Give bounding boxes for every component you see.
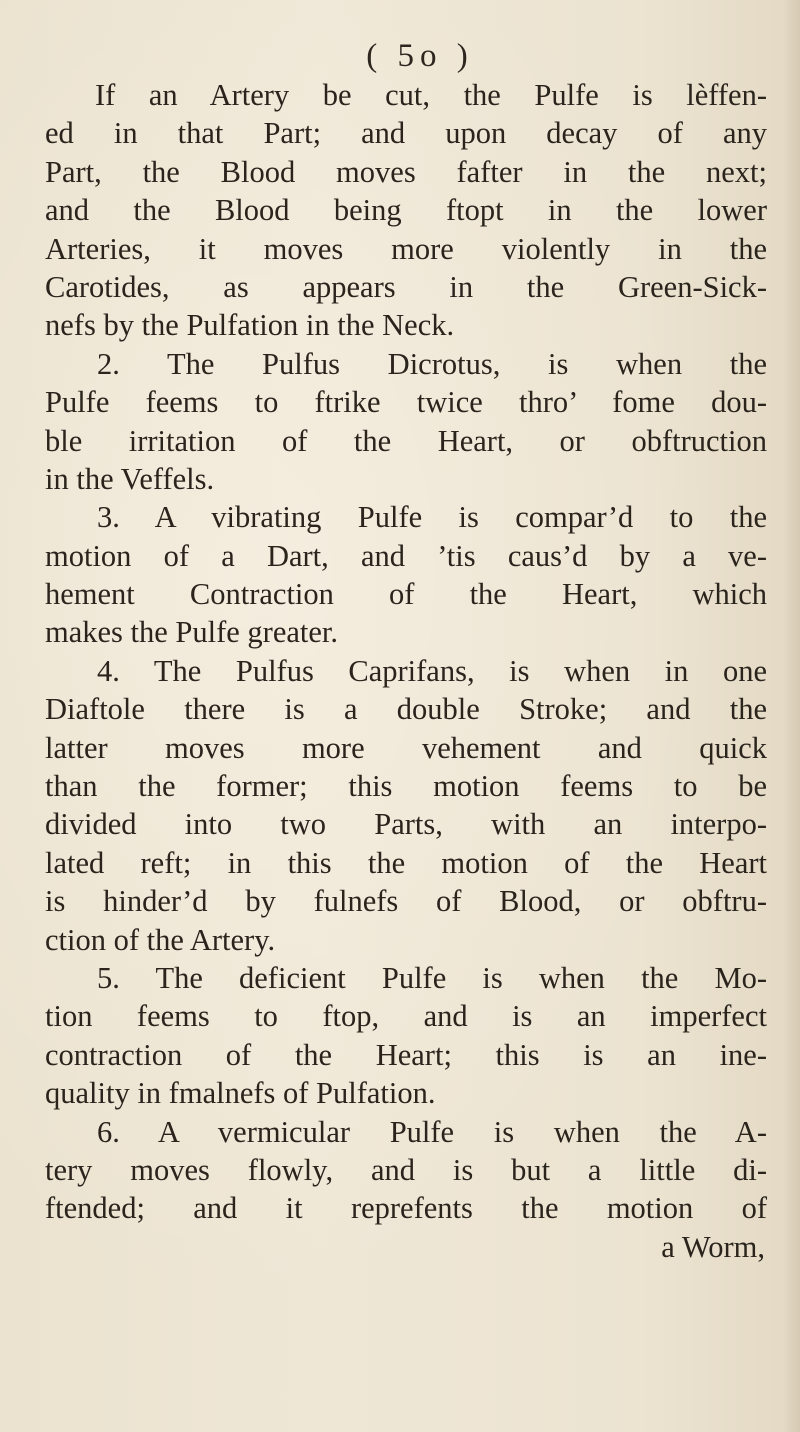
text-line: 4. The Pulfus Caprifans, is when in one xyxy=(97,653,767,688)
text-line: Carotides, as appears in the Green-Sick- xyxy=(45,269,767,304)
text-line: is hinder’d by fulnefs of Blood, or obftru- xyxy=(45,884,767,919)
text-line: lated reft; in this the motion of the Heart xyxy=(45,845,767,880)
text-line: nefs by the Pulfation in the Neck. xyxy=(45,308,455,343)
text-line: ble irritation of the Heart, or obftruction xyxy=(45,423,767,458)
text-line: than the former; this motion feems to be xyxy=(45,769,767,804)
text-line: contraction of the Heart; this is an ine- xyxy=(45,1037,767,1072)
text-line: 2. The Pulfus Dicrotus, is when the xyxy=(97,346,767,381)
text-line: Diaftole there is a double Stroke; and the xyxy=(45,692,767,727)
text-line: ftended; and it reprefents the motion of xyxy=(45,1191,767,1226)
catchword-line: a Worm, xyxy=(661,1229,765,1264)
page-edge-shadow xyxy=(782,0,800,1432)
page-number: ( 5o ) xyxy=(366,38,474,74)
text-line: and the Blood being ftopt in the lower xyxy=(45,193,767,228)
body-text xyxy=(45,76,767,1266)
text-line: Pulfe feems to ftrike twice thro’ fome dou- xyxy=(45,385,767,420)
text-line: ction of the Artery. xyxy=(45,922,276,957)
text-line: 6. A vermicular Pulfe is when the A- xyxy=(97,1114,767,1149)
text-line: latter moves more vehement and quick xyxy=(45,730,767,765)
text-line: makes the Pulfe greater. xyxy=(45,615,339,650)
text-line: hement Contraction of the Heart, which xyxy=(45,577,767,612)
text-line: quality in fmalnefs of Pulfation. xyxy=(45,1076,436,1111)
text-line: in the Veffels. xyxy=(45,461,215,496)
text-line: tion feems to ftop, and is an imperfect xyxy=(45,999,767,1034)
text-line: Arteries, it moves more violently in the xyxy=(45,231,767,266)
text-line: divided into two Parts, with an interpo- xyxy=(45,807,767,842)
text-line: tery moves flowly, and is but a little di- xyxy=(45,1152,767,1187)
text-line: 3. A vibrating Pulfe is compar’d to the xyxy=(97,500,767,535)
text-line: ed in that Part; and upon decay of any xyxy=(45,116,767,151)
text-line: 5. The deficient Pulfe is when the Mo- xyxy=(97,960,767,995)
text-line: motion of a Dart, and ’tis caus’d by a ve- xyxy=(45,538,767,573)
text-line: Part, the Blood moves fafter in the next; xyxy=(45,154,767,189)
text-line: If an Artery be cut, the Pulfe is lèffen- xyxy=(95,78,767,112)
